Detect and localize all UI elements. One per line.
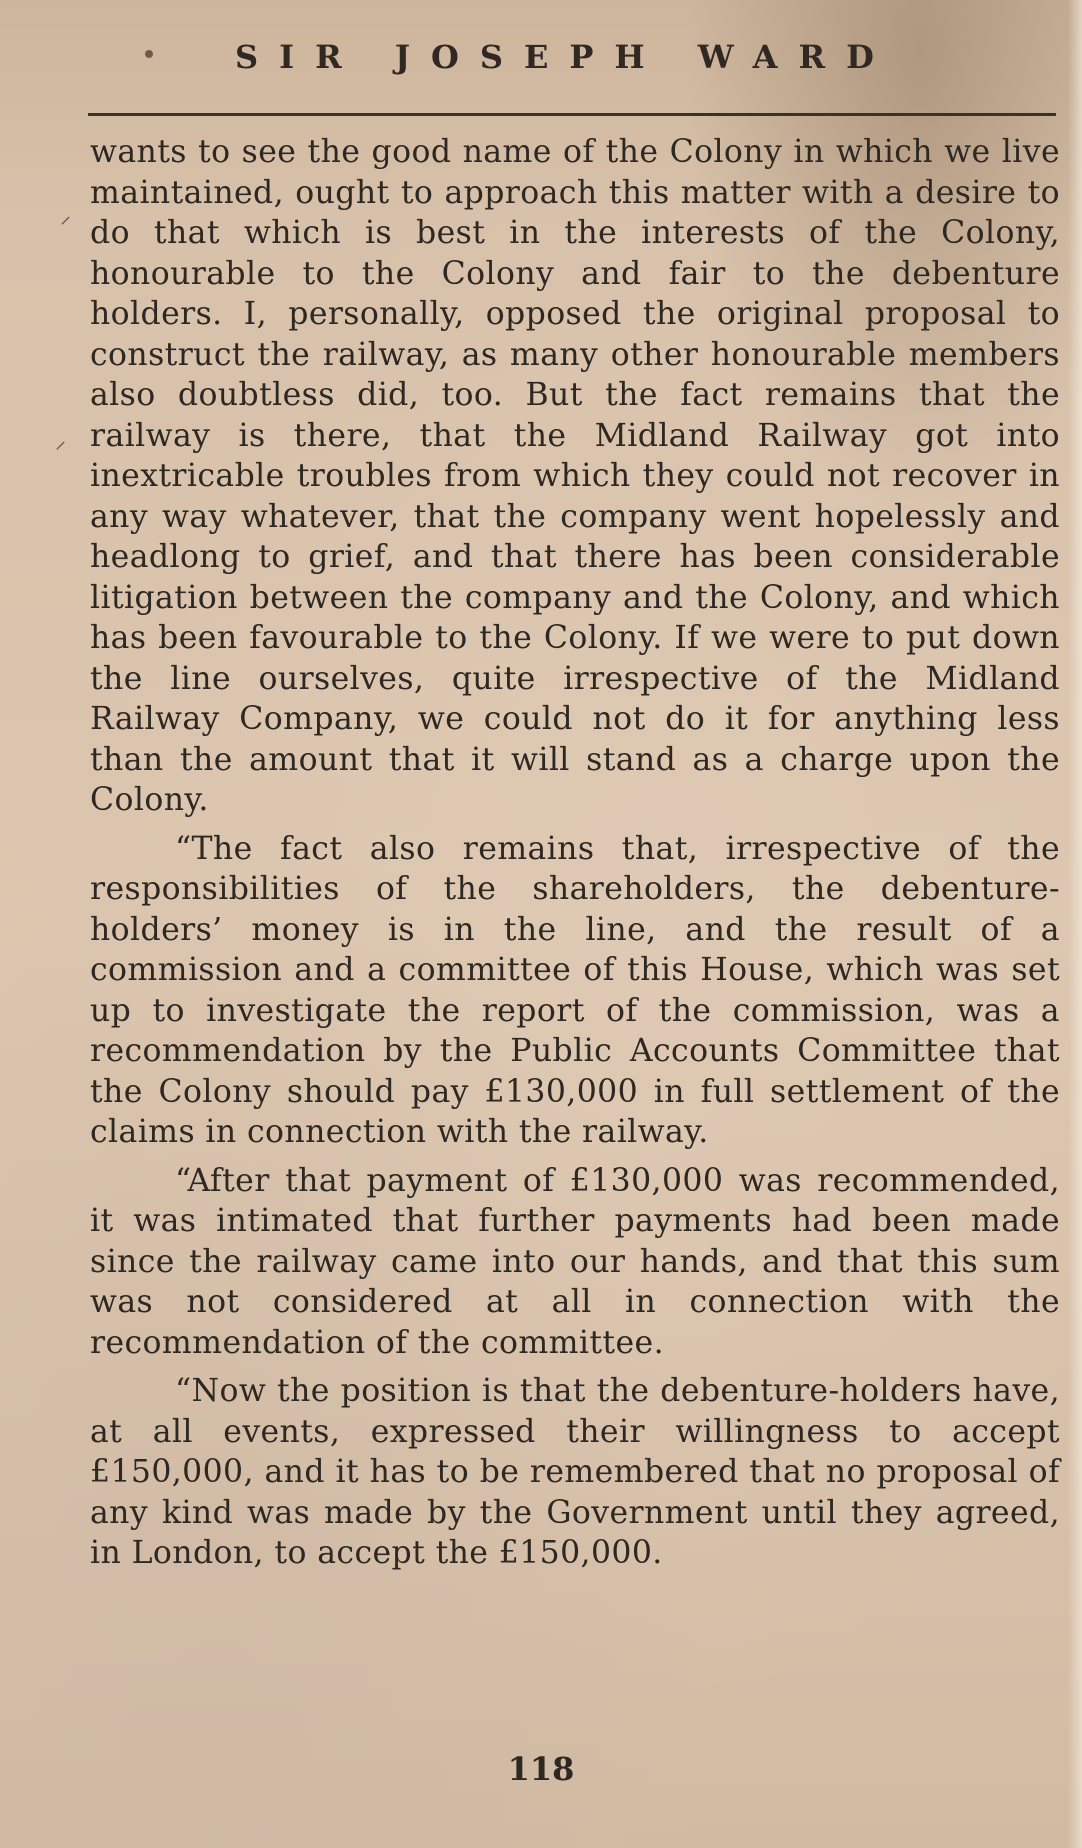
- header-rule: [88, 113, 1056, 116]
- body-text: [90, 132, 1060, 1574]
- paragraph-3: “After that payment of £130,000 was recommended, it was intimated that further payments had been made since the railway came into our hands, and that this sum was not considered at all in connection with the recommendation of the committee.: [90, 1162, 1060, 1361]
- paragraph-4: “Now the position is that the debenture-holders have, at all events, expressed their willingness to accept £150,000, and it has to be remembered that no proposal of any kind was made by the Government until they agreed, in London, to accept the £150,000.: [90, 1373, 1060, 1571]
- running-head: SIR JOSEPH WARD: [235, 38, 895, 76]
- page-number: 118: [507, 1750, 575, 1788]
- page-header: [0, 28, 1082, 88]
- paragraph-1: wants to see the good name of the Colony in which we live maintained, ought to approach this matter with a desire to do that which is best in the interests of the Colony, honourable to the Colony and fair to the debenture holders. I, personally, opposed the original proposal to construct the railway, as many other honourable members also doubtless did, too. But the fact remains that the railway is there, that the Midland Railway got into inextricable troubles from which they could not recover in any way whatever, that the company went hopelessly and headlong to grief, and that there has been considerable litigation between the company and the Colony, and which has been favourable to the Colony. If we were to put down the line ourselves, quite irrespective of the Midland Railway Company, we could not do it for anything less than the amount that it will stand as a charge upon the Colony.: [90, 134, 1060, 818]
- paragraph-2: “The fact also remains that, irrespective of the responsibilities of the shareholders, the debenture-holders’ money is in the line, and the result of a commission and a committee of this House, which was set up to investigate the report of the commission, was a recommendation by the Public Accounts Committee that the Colony should pay £130,000 in full settlement of the claims in connection with the railway.: [90, 830, 1060, 1150]
- header-ornament-dot: [145, 50, 153, 58]
- page-edge: [1068, 0, 1082, 1848]
- margin-pencil-mark: ⸝: [55, 429, 67, 454]
- margin-pencil-mark: ⸝: [60, 204, 72, 229]
